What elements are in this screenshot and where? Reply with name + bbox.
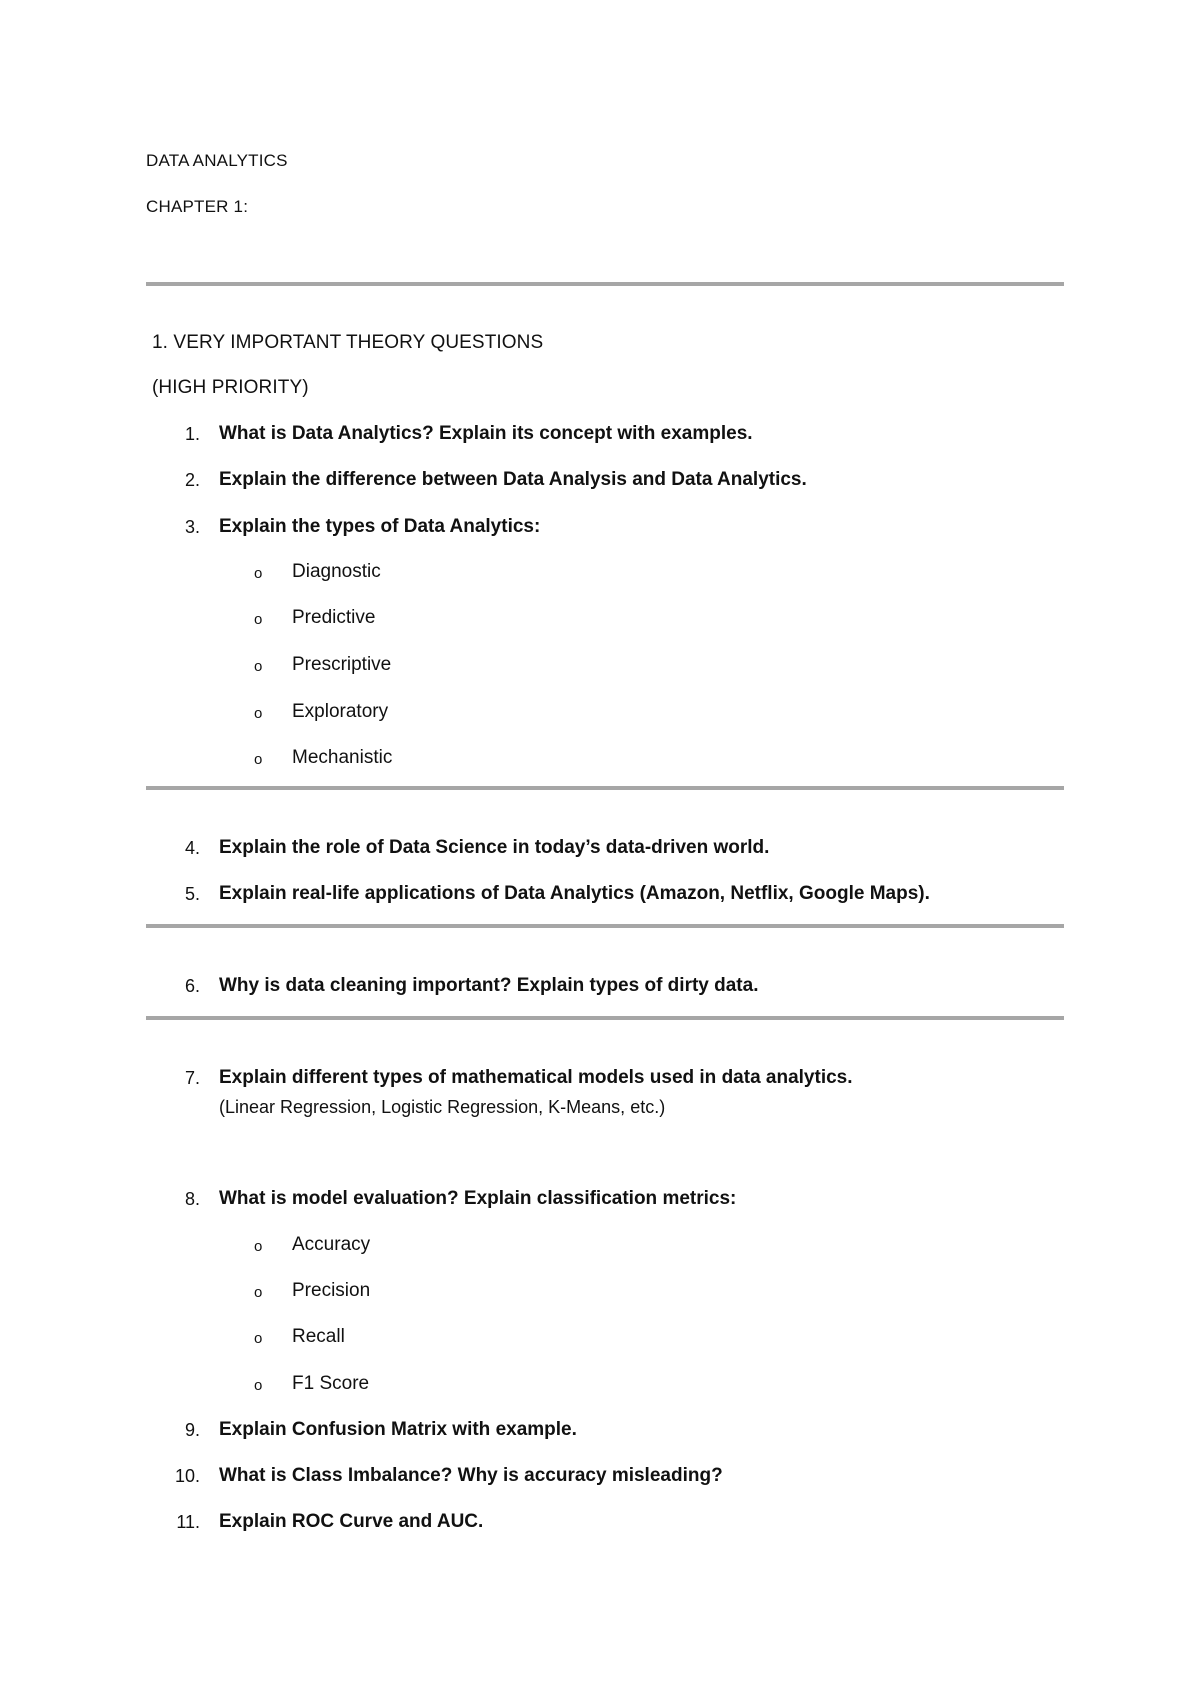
question-number: 7.	[184, 1068, 200, 1088]
question-text: Explain the role of Data Science in today’s data-driven world.	[219, 837, 770, 858]
question-number: 6.	[184, 976, 200, 996]
bullet-marker: o	[254, 705, 263, 722]
question-text: Why is data cleaning important? Explain types of dirty data.	[219, 975, 759, 996]
sub-item: F1 Score	[292, 1373, 370, 1394]
section-title: 1. VERY IMPORTANT THEORY QUESTIONS	[152, 332, 544, 353]
bullet-marker: o	[254, 1238, 263, 1255]
horizontal-divider	[146, 282, 1064, 286]
question-text: Explain the types of Data Analytics:	[219, 516, 541, 537]
horizontal-divider	[146, 786, 1064, 790]
bullet-marker: o	[254, 611, 263, 628]
bullet-marker: o	[254, 1377, 263, 1394]
question-number: 3.	[184, 517, 200, 537]
question-number: 2.	[184, 470, 200, 490]
question-number: 5.	[184, 884, 200, 904]
bullet-marker: o	[254, 658, 263, 675]
bullet-marker: o	[254, 751, 263, 768]
sub-item: Mechanistic	[292, 747, 393, 768]
question-number: 8.	[184, 1189, 200, 1209]
question-text: Explain real-life applications of Data Analytics (Amazon, Netflix, Google Maps).	[219, 883, 930, 904]
question-text: What is Data Analytics? Explain its concept with examples.	[219, 423, 753, 444]
sub-item: Diagnostic	[292, 561, 381, 582]
document-title: DATA ANALYTICS	[146, 151, 288, 170]
question-text: Explain Confusion Matrix with example.	[219, 1419, 577, 1440]
question-number: 1.	[184, 424, 200, 444]
bullet-marker: o	[254, 1284, 263, 1301]
horizontal-divider	[146, 1016, 1064, 1020]
question-text: Explain ROC Curve and AUC.	[219, 1511, 484, 1532]
bullet-marker: o	[254, 1330, 263, 1347]
question-text: What is Class Imbalance? Why is accuracy misleading?	[219, 1465, 723, 1486]
chapter-label: CHAPTER 1:	[146, 197, 249, 216]
sub-item: Predictive	[292, 607, 376, 628]
sub-item: Accuracy	[292, 1234, 371, 1255]
question-text: What is model evaluation? Explain classification metrics:	[219, 1188, 737, 1209]
question-number: 11.	[176, 1512, 200, 1532]
sub-item: Precision	[292, 1280, 371, 1301]
question-number: 4.	[184, 838, 200, 858]
section-priority: (HIGH PRIORITY)	[152, 377, 309, 398]
sub-item: Prescriptive	[292, 654, 392, 675]
horizontal-divider	[146, 924, 1064, 928]
question-text: Explain the difference between Data Analysis and Data Analytics.	[219, 469, 807, 490]
question-note: (Linear Regression, Logistic Regression, K-Means, etc.)	[219, 1097, 666, 1117]
sub-item: Exploratory	[292, 701, 389, 722]
question-number: 9.	[184, 1420, 200, 1440]
bullet-marker: o	[254, 565, 263, 582]
question-text: Explain different types of mathematical models used in data analytics.	[219, 1067, 853, 1088]
question-number: 10.	[174, 1466, 200, 1486]
sub-item: Recall	[292, 1326, 345, 1347]
